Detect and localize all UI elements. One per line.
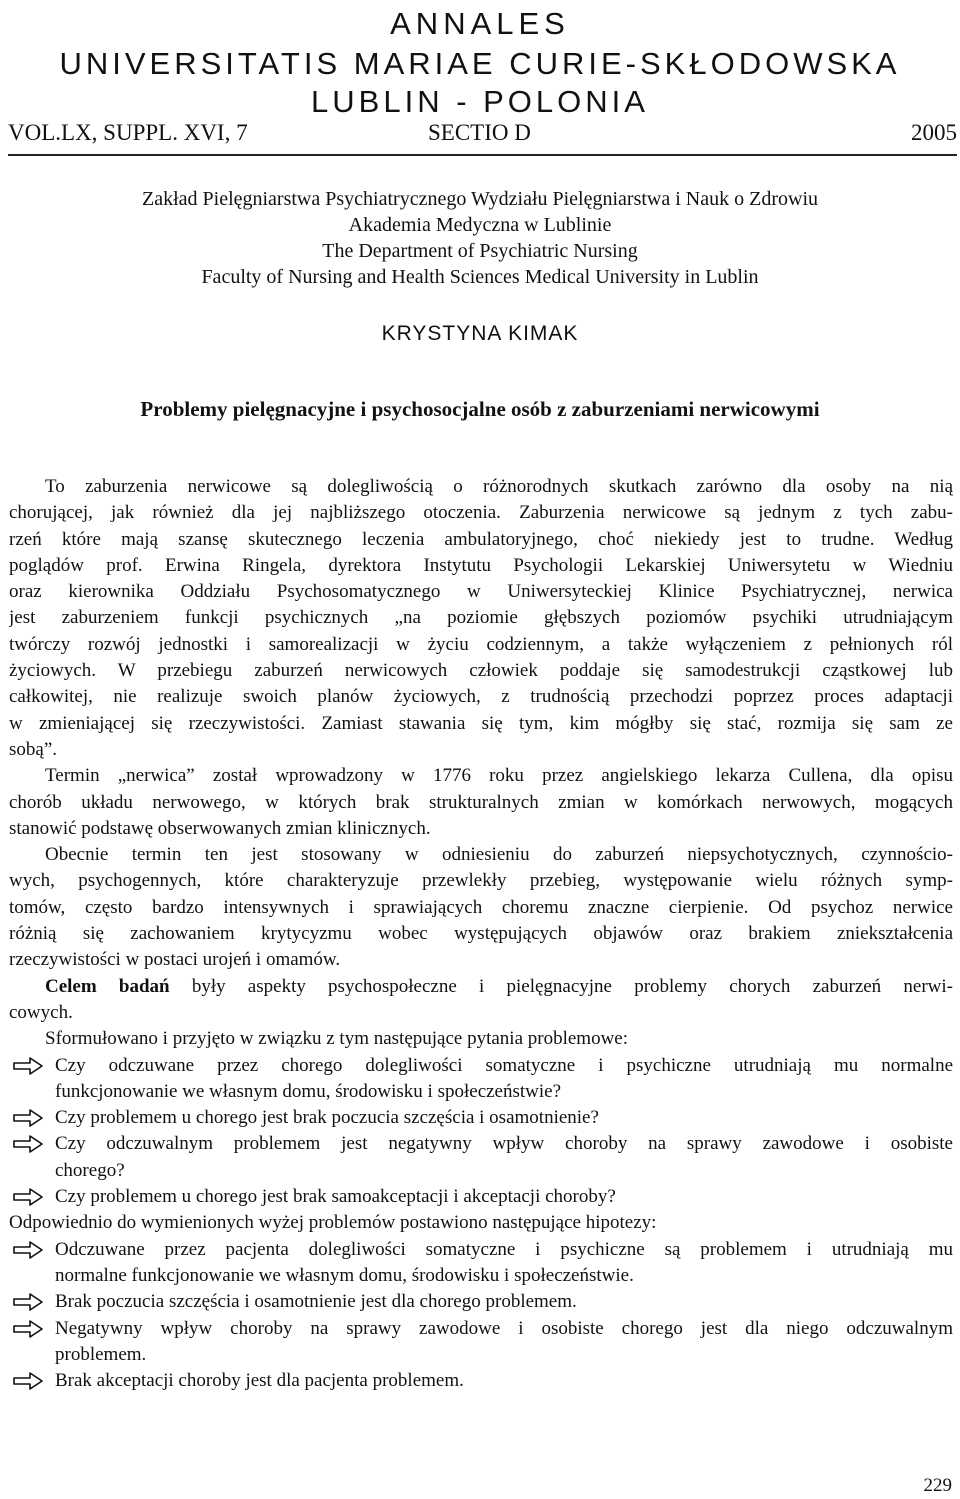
section-label: SECTIO D [428, 120, 531, 145]
text-line: Brak akceptacji choroby jest dla pacjenta problemem. [55, 1370, 464, 1392]
outline-arrow-icon [11, 1184, 45, 1210]
outline-arrow-icon [11, 1105, 45, 1131]
text-line: Brak poczucia szczęścia i osamotnienie jest dla chorego problemem. [55, 1291, 577, 1313]
affiliation-line: Akademia Medyczna w Lublinie [348, 214, 612, 236]
questions-intro: Sformułowano i przyjęto w związku z tym następujące pytania problemowe: [45, 1028, 629, 1050]
text-line: chorującej, jak również dla jej najbliższego otoczenia. Zaburzenia nerwicowe są jednym z tych zabu- [9, 502, 953, 524]
affiliation-line: The Department of Psychiatric Nursing [322, 240, 638, 262]
journal-location: LUBLIN - POLONIA [311, 84, 649, 119]
volume-info: VOL.LX, SUPPL. XVI, 7 [8, 120, 248, 145]
question-item [9, 1053, 953, 1106]
text-line: jest zaburzeniem funkcji psychicznych „na poziomie głębszych poziomów psychiki utrudniającym [9, 607, 953, 629]
hypothesis-item [9, 1368, 953, 1394]
text-line: Czy odczuwalnym problemem jest negatywny wpływ choroby na sprawy zawodowe i osobiste [55, 1133, 953, 1155]
text-line [9, 974, 953, 1000]
text-line: problemem. [55, 1343, 147, 1365]
affiliation-line: Zakład Pielęgniarstwa Psychiatrycznego Wydziału Pielęgniarstwa i Nauk o Zdrowiu [141, 188, 818, 210]
text-line: oraz kierownika Oddziału Psychosomatycznego w Uniwersyteckiej Klinice Psychiatrycznej, nerwica [9, 581, 953, 603]
text-line: wych, psychogennych, które charakteryzuje przewlekły przebieg, występowanie wielu różnych symp- [9, 870, 953, 892]
text-line: poglądów prof. Erwina Ringela, dyrektora Instytutu Psychologii Lekarskiej Uniwersytetu w Wiedniu [9, 554, 953, 576]
hypothesis-item [9, 1237, 953, 1290]
author-name: KRYSTYNA KIMAK [381, 322, 579, 345]
text-line: stanowić podstawę obserwowanych zmian klinicznych. [9, 817, 431, 839]
text-line: Czy odczuwane przez chorego dolegliwości somatyczne i psychiczne utrudniają mu normalne [55, 1054, 953, 1076]
question-item [9, 1105, 953, 1131]
outline-arrow-icon [11, 1289, 45, 1315]
question-item [9, 1131, 953, 1184]
outline-arrow-icon [11, 1368, 45, 1394]
hypothesis-item [9, 1316, 953, 1369]
text-line: Odczuwane przez pacjenta dolegliwości somatyczne i psychiczne są problemem i utrudniają mu [55, 1238, 953, 1260]
text-line: cowych. [9, 1001, 73, 1023]
aim-bold-label: Celem badań [45, 975, 170, 997]
volume-row [8, 118, 957, 156]
text-line: Obecnie termin ten jest stosowany w odniesieniu do zaburzeń niepsychotycznych, czynnościo- [45, 844, 953, 866]
text-line: życiowych. W przebiegu zaburzeń nerwicowych człowiek poddaje się samodestrukcji cząstkowej lub [9, 660, 953, 682]
aim-text: były aspekty psychospołeczne i pielęgnacyjne problemy chorych zaburzeń nerwi- [169, 975, 953, 997]
text-line: sobą”. [9, 738, 58, 760]
text-line: chorób układu nerwowego, w których brak strukturalnych zmian w komórkach nerwowych, mogących [9, 791, 953, 813]
year-label: 2005 [911, 120, 957, 145]
text-line: rzeń które mają szansę skutecznego leczenia ambulatoryjnego, choć niekiedy jest to trudne. Według [9, 528, 953, 550]
outline-arrow-icon [11, 1316, 45, 1342]
text-line: w zmieniającej się rzeczywistości. Zamiast stawania się tym, kim mógłby się stać, rozmija się sam ze [9, 712, 953, 734]
text-line: To zaburzenia nerwicowe są dolegliwością o różnorodnych skutkach zarówno dla osoby na nią [45, 476, 953, 497]
outline-arrow-icon [11, 1237, 45, 1263]
hypotheses-intro: Odpowiednio do wymienionych wyżej problemów postawiono następujące hipotezy: [9, 1212, 657, 1234]
text-line: Czy problemem u chorego jest brak samoakceptacji i akceptacji choroby? [55, 1186, 616, 1208]
text-line: funkcjonowanie we własnym domu, środowisku i społeczeństwie? [55, 1080, 562, 1102]
page-number: 229 [923, 1475, 952, 1496]
journal-name-line2: UNIVERSITATIS MARIAE CURIE-SKŁODOWSKA [59, 46, 901, 81]
text-line: rzeczywistości w postaci urojeń i omamów. [9, 949, 341, 971]
journal-name-line1: ANNALES [390, 6, 570, 41]
text-line: tomów, często bardzo intensywnych i sprawiających choremu znaczne cierpienie. Od psychoz nerwice [9, 896, 953, 918]
outline-arrow-icon [11, 1131, 45, 1157]
text-line: normalne funkcjonowanie we własnym domu, środowisku i społeczeństwie. [55, 1264, 634, 1286]
text-line: Termin „nerwica” został wprowadzony w 1776 roku przez angielskiego lekarza Cullena, dla opisu [45, 765, 953, 787]
outline-arrow-icon [11, 1053, 45, 1079]
text-line: Negatywny wpływ choroby na sprawy zawodowe i osobiste chorego jest dla niego odczuwalnym [55, 1317, 953, 1339]
text-line: chorego? [55, 1159, 125, 1181]
affiliation-line: Faculty of Nursing and Health Sciences Medical University in Lublin [201, 266, 759, 288]
text-line: twórczy rozwój jednostki i samorealizacji w życiu codziennym, a także wyłączeniem z pełnionych ról [9, 633, 953, 655]
question-item [9, 1184, 953, 1210]
text-line: całkowitej, nie realizuje swoich planów życiowych, z trudnością przechodzi poprzez proces adaptacji [9, 686, 953, 708]
article-title: Problemy pielęgnacyjne i psychosocjalne osób z zaburzeniami nerwicowymi [140, 397, 820, 421]
article-body [9, 474, 953, 1394]
text-line: Czy problemem u chorego jest brak poczucia szczęścia i osamotnienie? [55, 1107, 599, 1129]
text-line: różnią się zachowaniem krytycyzmu wobec występujących objawów oraz brakiem zniekształcenia [9, 923, 953, 945]
hypothesis-item [9, 1289, 953, 1315]
